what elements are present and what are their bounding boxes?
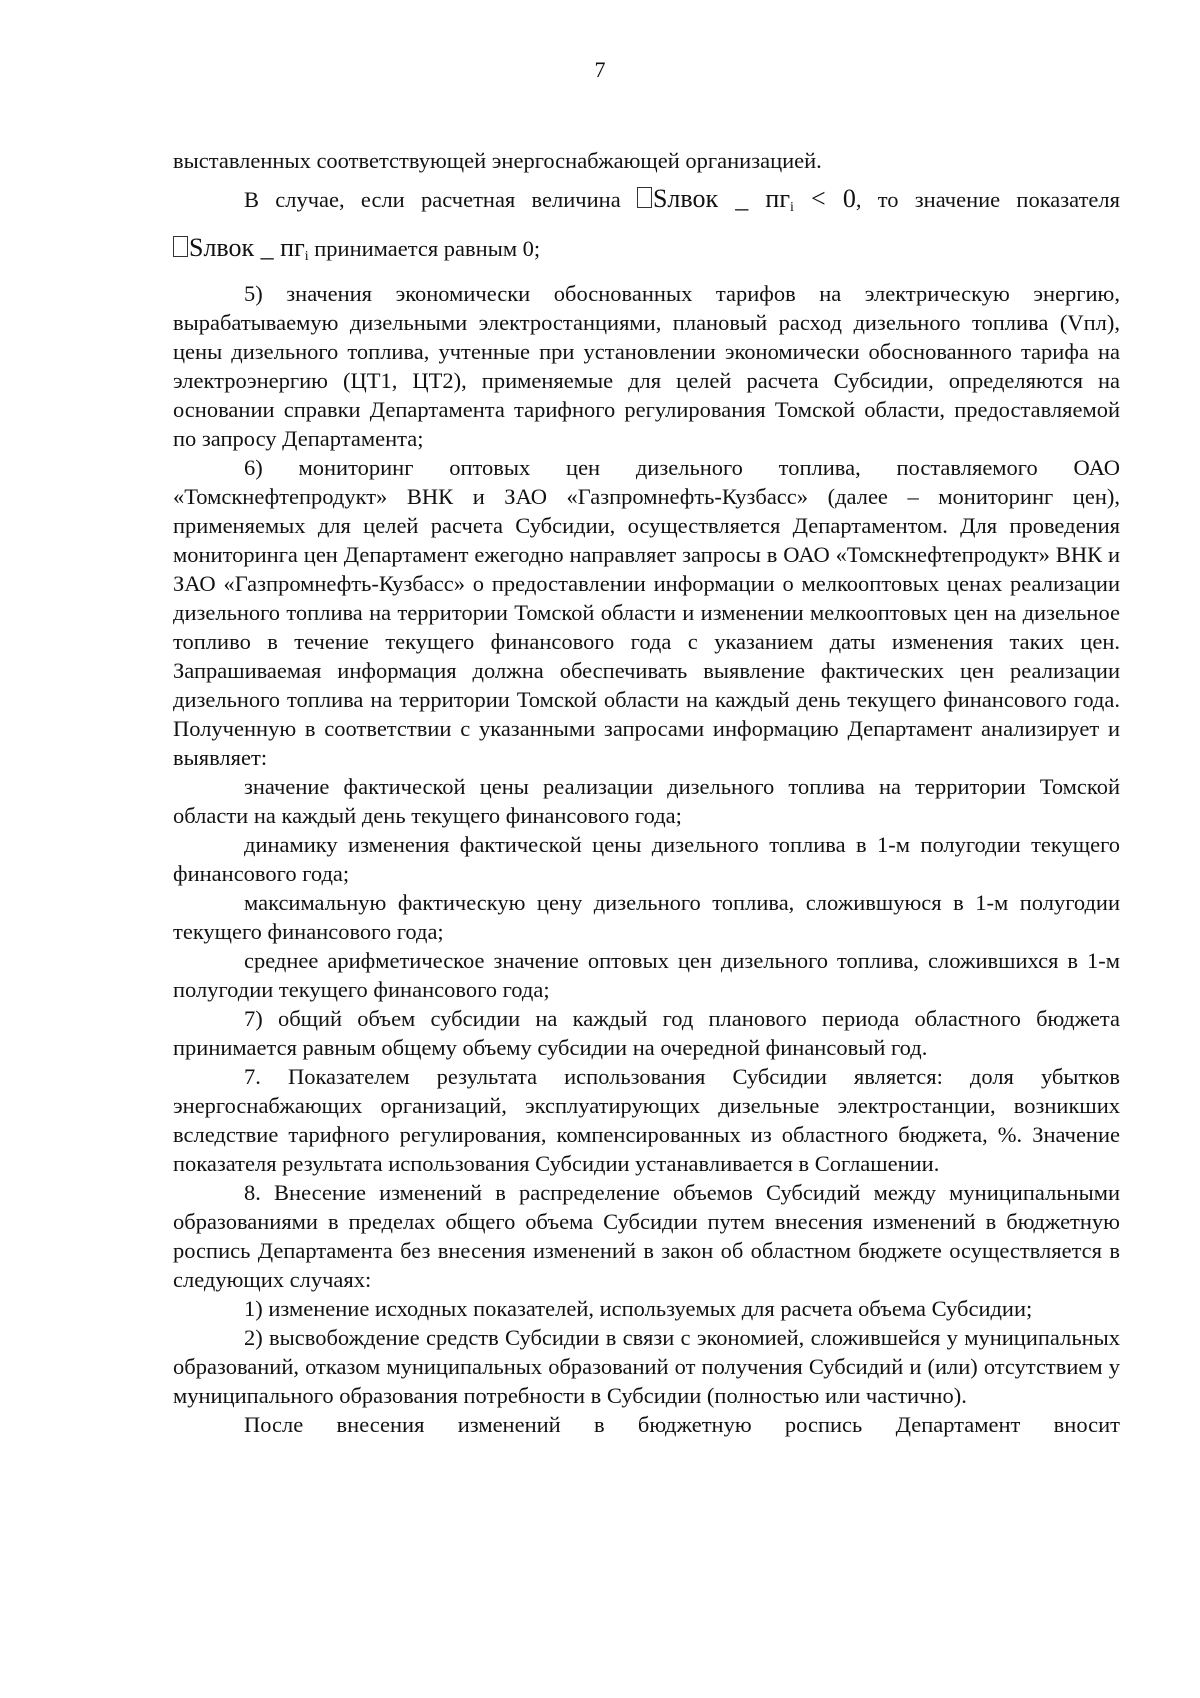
paragraph-condition <box>173 177 1120 230</box>
formula-subscript-2: i <box>304 249 309 264</box>
formula-inequality <box>637 184 856 213</box>
document-body <box>173 146 1120 1439</box>
paragraph-analysis-2: динамику изменения фактической цены дизельного топлива в 1-м полугодии текущего финансового года; <box>173 832 1120 886</box>
condition-result-text: принимается равным 0; <box>308 236 541 261</box>
paragraph-case-1: 1) изменение исходных показателей, используемых для расчета объема Субсидии; <box>244 1296 1033 1321</box>
paragraph-analysis-4: среднее арифметическое значение оптовых цен дизельного топлива, сложившихся в 1-м полугодии текущего финансового года; <box>173 948 1120 1002</box>
paragraph-item-7-volume: 7) общий объем субсидии на каждый год планового периода областного бюджета принимается равным общему объему субсидии на очередной финансовый год. <box>173 1006 1120 1060</box>
paragraph-item-5: 5) значения экономически обоснованных тарифов на электрическую энергию, вырабатываемую дизельными электростанциями, плановый расход дизельного топлива (Vпл), цены дизельного топлива, учтенные при установлении экономически обоснованного тарифа на электроэнергию (ЦТ1, ЦТ2), применяемые для целей расчета Субсидии, определяются на основании справки Департамента тарифного регулирования Томской области, предоставляемой по запросу Департамента; <box>173 281 1120 451</box>
condition-text-start: В случае, если расчетная величина <box>244 187 637 212</box>
formula-symbol: Sлвок _ пг <box>652 184 790 213</box>
delta-symbol-icon <box>173 236 188 257</box>
condition-text-end: , то значение показателя <box>855 187 1120 212</box>
delta-symbol-icon <box>637 187 652 208</box>
formula-symbol-2: Sлвок _ пг <box>189 233 305 262</box>
formula-condition: < 0 <box>793 184 856 213</box>
paragraph-analysis-3: максимальную фактическую цену дизельного топлива, сложившуюся в 1-м полугодии текущего финансового года; <box>173 890 1120 944</box>
formula-subscript: i <box>789 200 794 215</box>
page-number: 7 <box>594 57 606 82</box>
paragraph-section-7: 7. Показателем результата использования Субсидии является: доля убытков энергоснабжающих организаций, эксплуатирующих дизельные электростанции, возникших вследствие тарифного регулирования, компенсированных из областного бюджета, %. Значение показателя результата использования Субсидии устанавливается в Соглашении. <box>173 1064 1120 1176</box>
paragraph-item-6: 6) мониторинг оптовых цен дизельного топлива, поставляемого ОАО «Томскнефтепродукт» ВНК и ЗАО «Газпромнефть-Кузбасс» (далее – мониторинг цен), применяемых для целей расчета Субсидии, осуществляется Департаментом. Для проведения мониторинга цен Департамент ежегодно направляет запросы в ОАО «Томскнефтепродукт» ВНК и ЗАО «Газпромнефть-Кузбасс» о предоставлении информации о мелкооптовых ценах реализации дизельного топлива на территории Томской области и изменении мелкооптовых цен на дизельное топливо в течение текущего финансового года с указанием даты изменения таких цен. Запрашиваемая информация должна обеспечивать выявление фактических цен реализации дизельного топлива на территории Томской области на каждый день текущего финансового года. Полученную в соответствии с указанными запросами информацию Департамент анализирует и выявляет: <box>173 455 1120 770</box>
paragraph-continuation: выставленных соответствующей энергоснабжающей организацией. <box>173 148 822 173</box>
paragraph-case-2: 2) высвобождение средств Субсидии в связи с экономией, сложившейся у муниципальных образований, отказом муниципальных образований от получения Субсидий и (или) отсутствием у муниципального образования потребности в Субсидии (полностью или частично). <box>173 1325 1120 1408</box>
paragraph-section-8: 8. Внесение изменений в распределение объемов Субсидий между муниципальными образованиями в пределах общего объема Субсидии путем внесения изменений в бюджетную роспись Департамента без внесения изменений в закон об областном бюджете осуществляется в следующих случаях: <box>173 1180 1120 1292</box>
paragraph-condition-result <box>173 226 1120 279</box>
paragraph-analysis-1: значение фактической цены реализации дизельного топлива на территории Томской области на каждый день текущего финансового года; <box>173 774 1120 828</box>
paragraph-after-changes: После внесения изменений в бюджетную роспись Департамент вносит <box>244 1412 1120 1437</box>
formula-value <box>173 233 309 262</box>
